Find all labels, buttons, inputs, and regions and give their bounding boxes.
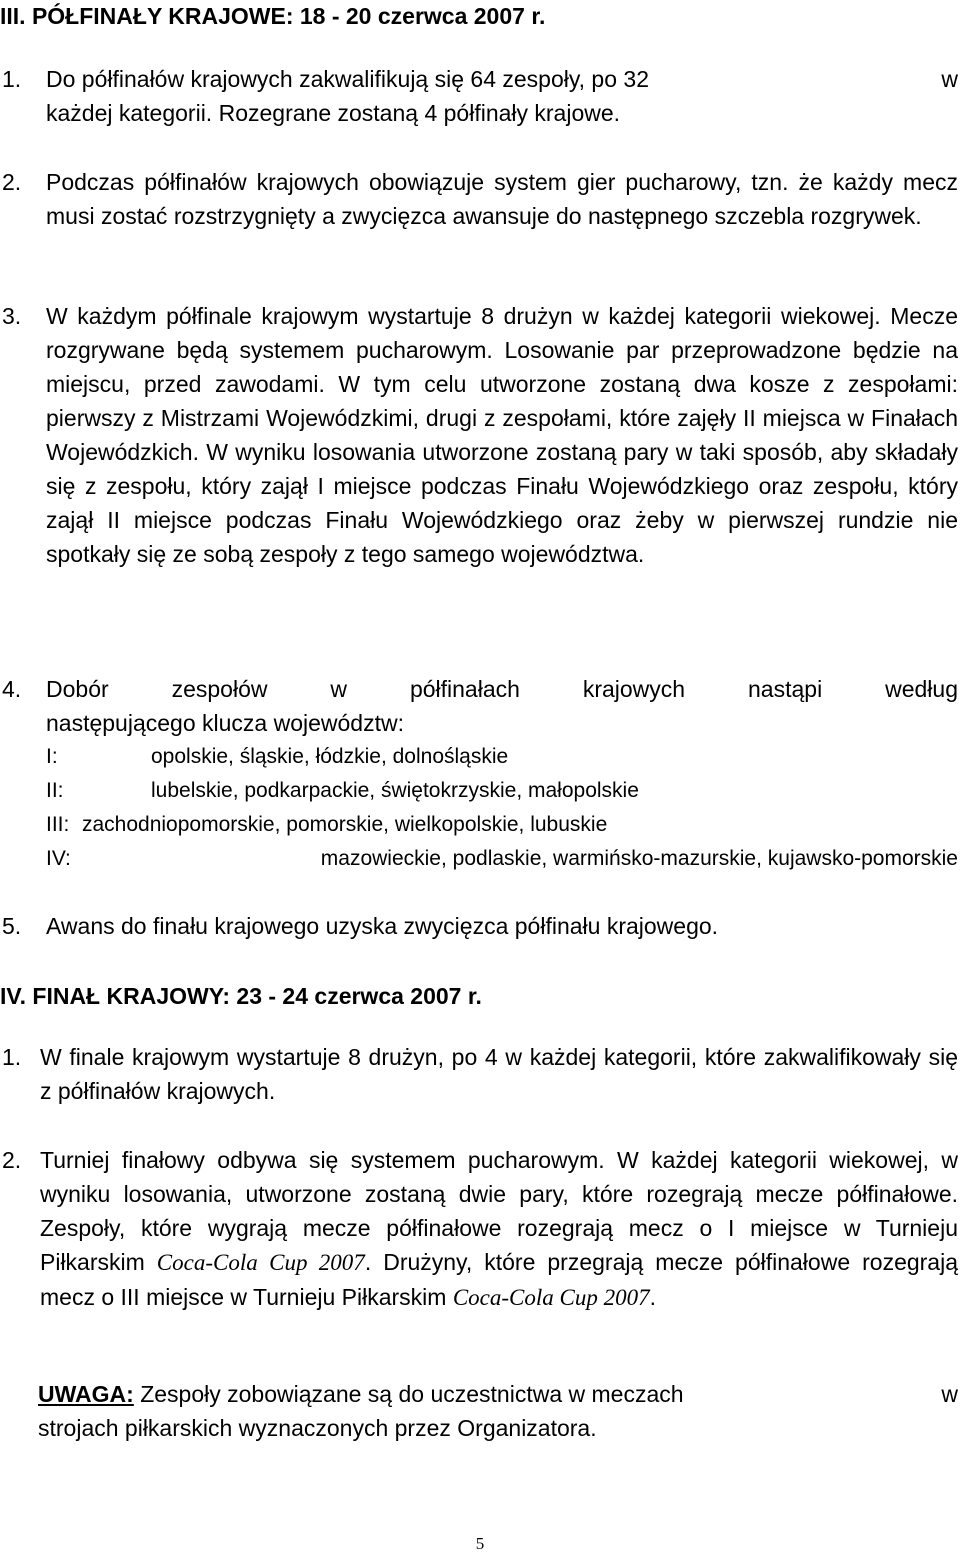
note-label: UWAGA: [38, 1381, 134, 1407]
word: Dobór [46, 676, 109, 702]
page-number: 5 [475, 1534, 485, 1553]
word: zespołów [171, 676, 268, 702]
key-row-iii [46, 808, 958, 842]
word: krajowych [582, 676, 686, 702]
item-text: W każdym półfinale krajowym wystartuje 8 drużyn w każdej kategorii wiekowej. Mecze rozgrywane będą systemem pucharowym. Losowanie par przeprowadzone będzie na miejscu, przed zawodami. W tym celu utworzone zostaną dwa kosze z zespołami: pierwszy z Mistrzami Wojewódzkimi, drugi z zespołami, które zajęły II miejsca w Finałach Wojewódzkich. W wyniku losowania utworzone zostaną pary w taki sposób, aby składały się z zespołu, który zajął I miejsce podczas Finału Wojewódzkiego oraz zespołu, który zajął II miejsce podczas Finału Wojewódzkiego oraz żeby w pierwszej rundzie nie spotkały się ze sobą zespoły z tego samego województwa. [46, 303, 958, 567]
key-label: III: [46, 813, 70, 836]
section-heading-iii: III. PÓŁFINAŁY KRAJOWE: 18 - 20 czerwca 2007 r. [0, 3, 546, 29]
key-row-iv [46, 842, 958, 876]
item-text: W finale krajowym wystartuje 8 drużyn, po 4 w każdej kategorii, które zakwalifikowały się z półfinałów krajowych. [40, 1044, 958, 1104]
item-text: Do półfinałów krajowych zakwalifikują się 64 zespoły, po 32 [46, 66, 649, 92]
key-value: opolskie, śląskie, łódzkie, dolnośląskie [151, 745, 509, 768]
note-uwaga [38, 1377, 958, 1445]
key-value: lubelskie, podkarpackie, świętokrzyskie, małopolskie [151, 779, 639, 802]
section-heading-iv: IV. FINAŁ KRAJOWY: 23 - 24 czerwca 2007 r. [0, 983, 482, 1009]
key-label: I: [46, 745, 58, 768]
item-number: 5. [2, 913, 22, 939]
key-label: IV: [46, 847, 71, 870]
note-text-trail: w [941, 1381, 958, 1407]
item-text: Awans do finału krajowego uzyska zwycięzca półfinału krajowego. [46, 913, 719, 939]
item-number: 2. [2, 169, 22, 195]
item-number: 4. [2, 676, 22, 702]
event-name: Coca-Cola Cup 2007 [452, 1285, 650, 1310]
item-number: 1. [2, 1044, 22, 1070]
item-number: 2. [2, 1147, 22, 1173]
key-value: mazowieckie, podlaskie, warmińsko-mazurskie, kujawsko-pomorskie [320, 847, 958, 870]
item-text: każdej kategorii. Rozegrane zostaną 4 półfinały krajowe. [46, 100, 621, 126]
event-name: Coca-Cola Cup 2007 [156, 1250, 365, 1275]
word: półfinałach [409, 676, 520, 702]
key-value: zachodniopomorskie, pomorskie, wielkopolskie, lubuskie [82, 813, 608, 836]
key-row-i [46, 740, 958, 774]
note-text: strojach piłkarskich wyznaczonych przez Organizatora. [38, 1415, 597, 1441]
item-number: 1. [2, 66, 22, 92]
item-text: Podczas półfinałów krajowych obowiązuje system gier pucharowy, tzn. że każdy mecz musi zostać rozstrzygnięty a zwycięzca awansuje do następnego szczebla rozgrywek. [46, 169, 958, 229]
item-text: następującego klucza województw: [46, 710, 404, 736]
text-part: . Drużyny, które przegrają mecze półfinałowe rozegrają mecz o III miejsce w Turnieju Piłkarskim [40, 1249, 959, 1310]
item-intro-line [46, 672, 958, 706]
key-row-ii [46, 774, 958, 808]
word: w [330, 676, 348, 702]
key-label: II: [46, 779, 64, 802]
item-text-trail: w [941, 66, 958, 92]
item-text [40, 1143, 958, 1315]
note-text: Zespoły zobowiązane są do uczestnictwa w meczach [133, 1381, 684, 1407]
text-part: Turniej finałowy odbywa się systemem pucharowym. W każdej kategorii wiekowej, w wyniku losowania, utworzone zostaną dwie pary, które rozegrają mecze półfinałowe. Zespoły, które wygrają mecze półfinałowe rozegrają mecz o I miejsce w Turnieju Piłkarskim [40, 1147, 958, 1275]
word: nastąpi [748, 676, 823, 702]
text-part: . [649, 1284, 656, 1310]
item-number: 3. [2, 303, 22, 329]
word: według [885, 676, 958, 702]
voivodeship-key-table [46, 740, 958, 876]
